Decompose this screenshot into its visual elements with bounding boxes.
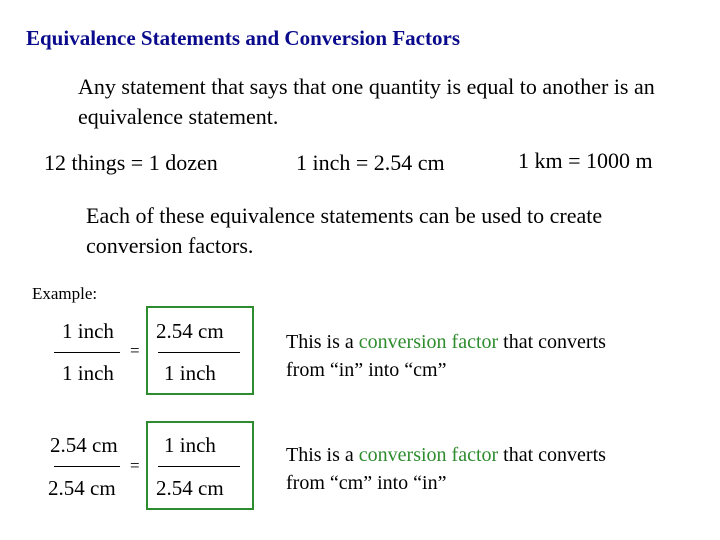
example-1-description-suffix: that converts: [498, 331, 606, 353]
example-1-description: [286, 328, 606, 384]
example-2-left-numerator: 2.54 cm: [50, 433, 118, 457]
statement-dozen: 12 things = 1 dozen: [44, 150, 218, 175]
example-1-left-denominator: 1 inch: [62, 361, 114, 385]
example-2-description-prefix: This is a: [286, 444, 359, 466]
example-1-right-numerator: 2.54 cm: [156, 319, 224, 343]
example-1-description-line-2: from “in” into “cm”: [286, 359, 447, 381]
example-1-description-prefix: This is a: [286, 331, 359, 353]
statement-inch-cm: 1 inch = 2.54 cm: [296, 150, 445, 175]
page-title: Equivalence Statements and Conversion Factors: [26, 26, 460, 50]
example-1-left-numerator: 1 inch: [62, 319, 114, 343]
intro-paragraph: Any statement that says that one quantity is equal to another is an equivalence statement.: [78, 74, 655, 129]
example-1-right-denominator: 1 inch: [164, 361, 216, 385]
example-1-equals-sign: =: [130, 341, 140, 360]
example-2-conversion-factor-term: conversion factor: [358, 444, 499, 466]
statement-km-m: 1 km = 1000 m: [518, 148, 653, 173]
example-2-description-line-2: from “cm” into “in”: [286, 472, 447, 494]
example-2-right-denominator: 2.54 cm: [156, 476, 224, 500]
example-2-right-fraction-bar: [158, 466, 240, 467]
example-label: Example:: [32, 284, 98, 303]
example-2-left-fraction-bar: [54, 466, 120, 467]
example-1-description-line-1: [286, 328, 606, 356]
note-paragraph: Each of these equivalence statements can be used to create conversion factors.: [86, 203, 603, 258]
example-2-description: [286, 441, 606, 497]
example-1-right-fraction-bar: [158, 352, 240, 353]
example-2-left-denominator: 2.54 cm: [48, 476, 116, 500]
example-1-left-fraction-bar: [54, 352, 120, 353]
example-2-description-line-1: [286, 441, 606, 469]
example-2-description-suffix: that converts: [498, 444, 606, 466]
example-1-conversion-factor-term: conversion factor: [358, 331, 499, 353]
example-2-equals-sign: =: [130, 456, 140, 475]
example-2-right-numerator: 1 inch: [164, 433, 216, 457]
